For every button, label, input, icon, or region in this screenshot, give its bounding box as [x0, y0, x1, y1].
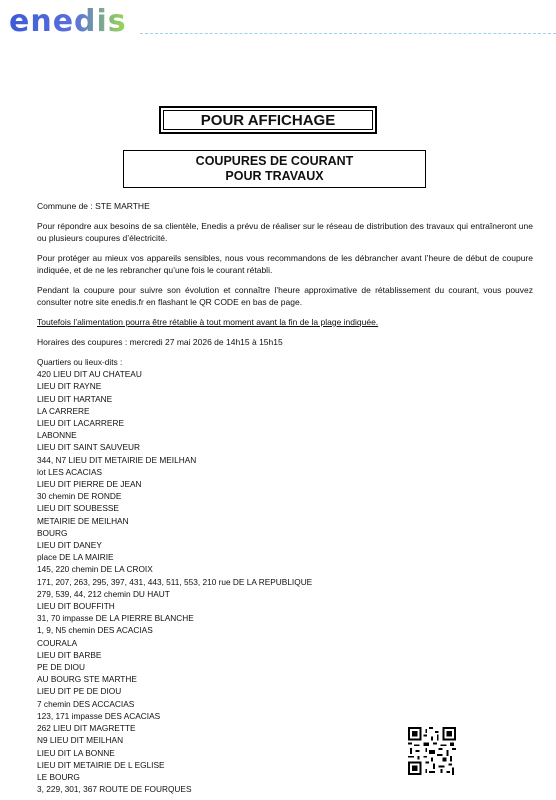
quartier-item: 3, 229, 301, 367 ROUTE DE FOURQUES	[37, 784, 192, 795]
quartier-item: 1, 9, N5 chemin DES ACACIAS	[37, 625, 153, 636]
title-line-1: COUPURES DE COURANT	[195, 154, 354, 168]
quartier-item: 123, 171 impasse DES ACACIAS	[37, 710, 161, 721]
quartier-item: place DE LA MAIRIE	[37, 552, 114, 563]
affichage-box	[159, 106, 377, 134]
quartier-item: LA CARRERE	[37, 405, 90, 416]
notice-body	[37, 200, 533, 795]
quartier-item: LABONNE	[37, 430, 77, 441]
quartier-item: METAIRIE DE MEILHAN	[37, 515, 129, 526]
paragraph-1: Pour répondre aux besoins de sa clientèle, Enedis a prévu de réaliser sur le réseau de distribution des travaux qui entraîneront une ou plusieurs coupures d’électricité.	[37, 221, 533, 243]
enedis-logo: enedis	[9, 4, 127, 39]
quartier-item: LIEU DIT RAYNE	[37, 381, 102, 392]
quartier-item: COURALA	[37, 637, 78, 648]
header-divider	[140, 33, 556, 34]
quartier-item: 145, 220 chemin DE LA CROIX	[37, 564, 153, 575]
paragraph-3: Pendant la coupure pour suivre son évolution et connaître l’heure approximative de rétablissement du courant, vous pouvez consulter notre site enedis.fr en flashant le QR CODE en bas de page.	[37, 285, 533, 307]
quartier-item: 171, 207, 263, 295, 397, 431, 443, 511, 553, 210 rue DE LA REPUBLIQUE	[37, 576, 313, 587]
commune-line: Commune de : STE MARTHE	[37, 201, 150, 211]
quartier-item: 344, N7 LIEU DIT METAIRIE DE MEILHAN	[37, 454, 197, 465]
quartier-item: LIEU DIT LA BONNE	[37, 747, 115, 758]
affichage-label: POUR AFFICHAGE	[163, 110, 373, 130]
warning-line: Toutefois l’alimentation pourra être rétablie à tout moment avant la fin de la plage indiquée.	[37, 317, 379, 327]
quartier-item: LIEU DIT METAIRIE DE L EGLISE	[37, 759, 165, 770]
quartiers-label: Quartiers ou lieux-dits :	[37, 357, 123, 367]
quartiers-list	[37, 356, 533, 795]
quartier-item: LE BOURG	[37, 771, 80, 782]
quartier-item: LIEU DIT SAINT SAUVEUR	[37, 442, 140, 453]
quartier-item: 31, 70 impasse DE LA PIERRE BLANCHE	[37, 613, 194, 624]
quartier-item: AU BOURG STE MARTHE	[37, 674, 137, 685]
quartier-item: 279, 539, 44, 212 chemin DU HAUT	[37, 588, 170, 599]
quartier-item: LIEU DIT PIERRE DE JEAN	[37, 479, 142, 490]
quartier-item: LIEU DIT HARTANE	[37, 393, 113, 404]
quartier-item: LIEU DIT BOUFFITH	[37, 601, 115, 612]
quartier-item: LIEU DIT LACARRERE	[37, 418, 124, 429]
quartier-item: LIEU DIT DANEY	[37, 540, 102, 551]
quartier-item: LIEU DIT BARBE	[37, 649, 102, 660]
qr-code-icon[interactable]	[408, 727, 456, 775]
horaires-line: Horaires des coupures : mercredi 27 mai 2026 de 14h15 à 15h15	[37, 337, 283, 347]
title-box	[123, 150, 426, 188]
quartier-item: BOURG	[37, 527, 68, 538]
quartier-item: N9 LIEU DIT MEILHAN	[37, 735, 124, 746]
quartier-item: LIEU DIT PE DE DIOU	[37, 686, 122, 697]
quartier-item: lot LES ACACIAS	[37, 466, 103, 477]
quartier-item: LIEU DIT SOUBESSE	[37, 503, 119, 514]
quartier-item: 420 LIEU DIT AU CHATEAU	[37, 369, 142, 380]
quartier-item: 30 chemin DE RONDE	[37, 491, 122, 502]
title-line-2: POUR TRAVAUX	[225, 169, 324, 183]
quartier-item: 262 LIEU DIT MAGRETTE	[37, 723, 136, 734]
quartier-item: 7 chemin DES ACCACIAS	[37, 698, 135, 709]
quartier-item: PE DE DIOU	[37, 662, 85, 673]
paragraph-2: Pour protéger au mieux vos appareils sensibles, nous vous recommandons de les débrancher avant l’heure de début de coupure indiquée, et de ne les rebrancher qu’une fois le courant rétabli.	[37, 253, 533, 275]
